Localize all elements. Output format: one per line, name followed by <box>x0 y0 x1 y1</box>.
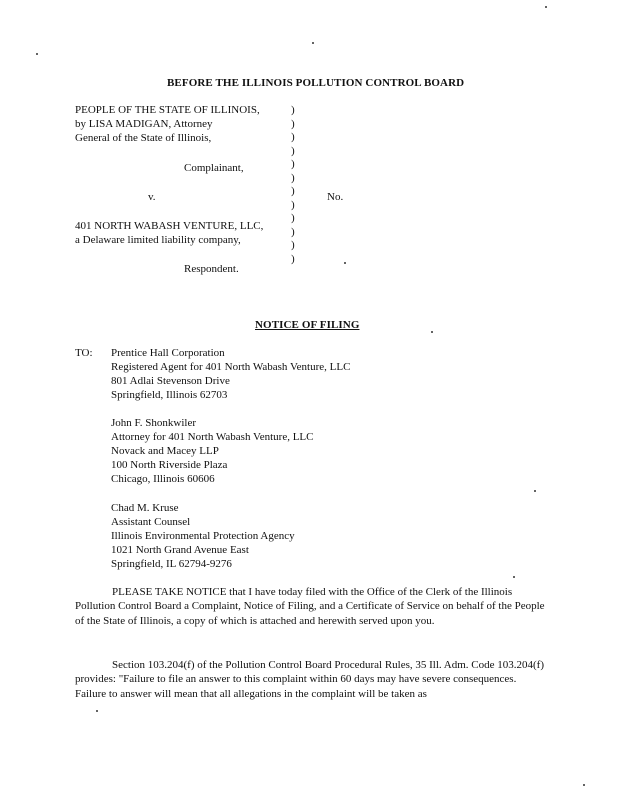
recipient-1-line-1: Prentice Hall Corporation <box>111 347 225 359</box>
respondent-label: Respondent. <box>184 263 239 275</box>
to-label: TO: <box>75 347 93 359</box>
paren: ) <box>291 104 295 116</box>
plaintiff-line-3: General of the State of Illinois, <box>75 132 212 144</box>
scan-speck <box>545 6 547 8</box>
recipient-1-line-2: Registered Agent for 401 North Wabash Venture, LLC <box>111 361 351 373</box>
recipient-2-line-5: Chicago, Illinois 60606 <box>111 473 215 485</box>
scan-speck <box>513 576 515 578</box>
paren: ) <box>291 252 295 265</box>
paren: ) <box>291 171 295 184</box>
recipient-1-line-3: 801 Adlai Stevenson Drive <box>111 375 230 387</box>
recipient-3-line-5: Springfield, IL 62794-9276 <box>111 558 232 570</box>
scan-speck <box>96 710 98 712</box>
scan-speck <box>312 42 314 44</box>
recipient-2-line-4: 100 North Riverside Plaza <box>111 459 228 471</box>
scan-speck <box>534 490 536 492</box>
paren: ) <box>291 117 295 130</box>
paren: ) <box>291 198 295 211</box>
recipient-2-line-1: John F. Shonkwiler <box>111 417 196 429</box>
scan-speck <box>583 784 585 786</box>
notice-title: NOTICE OF FILING <box>255 319 360 331</box>
plaintiff-line-1: PEOPLE OF THE STATE OF ILLINOIS, <box>75 104 260 116</box>
paren: ) <box>291 158 295 170</box>
paren: ) <box>291 131 295 143</box>
paren: ) <box>291 144 295 157</box>
recipient-3-line-2: Assistant Counsel <box>111 516 191 528</box>
recipient-2-line-2: Attorney for 401 North Wabash Venture, LLC <box>111 431 314 443</box>
scan-speck <box>344 262 346 264</box>
notice-paragraph: PLEASE TAKE NOTICE that I have today filed with the Office of the Clerk of the Illinois Pollution Control Board a Complaint, Notice of Filing, and a Certificate of Service on behalf of the People of the State of Illinois, a copy of which is attached and herewith served upon you. <box>75 586 545 627</box>
complainant-label: Complainant, <box>184 162 244 174</box>
board-heading: BEFORE THE ILLINOIS POLLUTION CONTROL BOARD <box>167 77 465 89</box>
recipient-3-line-1: Chad M. Kruse <box>111 502 179 514</box>
respondent-line-1: 401 NORTH WABASH VENTURE, LLC, <box>75 220 264 232</box>
plaintiff-line-2: by LISA MADIGAN, Attorney <box>75 118 213 130</box>
recipient-3-line-3: Illinois Environmental Protection Agency <box>111 530 295 542</box>
paren: ) <box>291 239 295 251</box>
scan-speck <box>36 53 38 55</box>
recipient-3-line-4: 1021 North Grand Avenue East <box>111 544 249 556</box>
paren: ) <box>291 185 295 197</box>
case-number-label: No. <box>327 191 344 203</box>
caption-paren-column <box>291 103 295 265</box>
respondent-line-2: a Delaware limited liability company, <box>75 234 241 246</box>
rules-paragraph: Section 103.204(f) of the Pollution Control Board Procedural Rules, 35 Ill. Adm. Code 103.204(f) provides: "Failure to file an answer to this complaint within 60 days may have severe consequences. Failure to answer will mean that all allegations in the complaint will be taken as <box>75 659 545 700</box>
scan-speck <box>431 331 433 333</box>
paren: ) <box>291 225 295 238</box>
paren: ) <box>291 212 295 224</box>
recipient-2-line-3: Novack and Macey LLP <box>111 445 219 457</box>
versus-label: v. <box>148 191 156 203</box>
recipient-1-line-4: Springfield, Illinois 62703 <box>111 389 228 401</box>
